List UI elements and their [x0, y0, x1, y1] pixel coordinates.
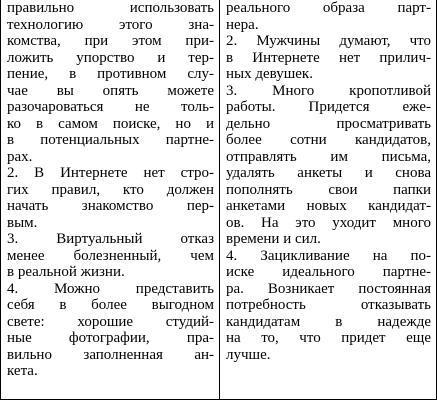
- text-line: на то, что придет еще: [226, 330, 431, 346]
- text-line: дельно просматривать: [226, 115, 431, 132]
- text-line: технологию этого зна-: [7, 16, 214, 33]
- text-line: нера.: [226, 16, 259, 33]
- text-line: кета.: [7, 363, 38, 379]
- text-line: 2. Мужчины думают, что: [226, 33, 431, 49]
- text-line: начать знакомство пер-: [7, 198, 214, 214]
- text-line: пение, в противном слу-: [7, 66, 214, 82]
- text-line: вым.: [7, 214, 38, 231]
- text-line: правильно использовать: [7, 0, 214, 16]
- text-line: вильно заполненная ан-: [7, 346, 214, 363]
- text-line: комства, при этом при-: [7, 33, 214, 49]
- text-line: потребность отказывать: [226, 297, 431, 313]
- text-line: себя в более выгодном: [7, 297, 214, 313]
- text-line: 3. Виртуальный отказ: [7, 231, 214, 247]
- text-line: чае вы опять можете: [7, 82, 214, 99]
- text-line: лучше.: [226, 346, 271, 363]
- text-line: ных девушек.: [226, 66, 313, 82]
- text-line: ко в самом поиске, но и: [7, 115, 214, 132]
- text-line: отправлять им письма,: [226, 148, 431, 165]
- text-line: времени и сил.: [226, 231, 321, 247]
- text-line: в реальной жизни.: [7, 264, 125, 280]
- right-column: [226, 0, 431, 363]
- text-line: более сотни кандидатов,: [226, 132, 431, 148]
- text-line: 3. Много кропотливой: [226, 82, 431, 99]
- text-line: 4. Зацикливание на по-: [226, 247, 431, 264]
- text-line: ложить упорство и тер-: [7, 49, 214, 66]
- text-line: удалять анкеты и снова: [226, 165, 431, 181]
- text-line: разочароваться не толь-: [7, 99, 214, 115]
- text-line: кандидатам в надежде: [226, 313, 431, 330]
- text-line: в потенциальных партне-: [7, 132, 214, 148]
- text-line: иске идеального партне-: [226, 264, 431, 280]
- text-line: ные фотографии, пра-: [7, 330, 214, 346]
- text-line: ов. На это уходит много: [226, 214, 431, 231]
- text-line: анкетами новых кандидат-: [226, 198, 431, 214]
- left-column: [7, 0, 214, 380]
- text-line: гих правил, кто должен: [7, 181, 214, 198]
- text-line: свете: хорошие студий-: [7, 313, 214, 330]
- text-line: в Интернете нет прилич-: [226, 49, 431, 66]
- text-line: ра. Возникает постоянная: [226, 280, 431, 297]
- text-line: реального образа парт-: [226, 0, 431, 16]
- text-line: работы. Придется еже-: [226, 99, 431, 115]
- text-line: рах.: [7, 148, 33, 165]
- text-line: пополнять свои папки: [226, 181, 431, 198]
- text-line: 4. Можно представить: [7, 280, 214, 297]
- text-line: 2. В Интернете нет стро-: [7, 165, 214, 181]
- column-divider: [219, 0, 220, 400]
- text-line: менее болезненный, чем: [7, 247, 214, 264]
